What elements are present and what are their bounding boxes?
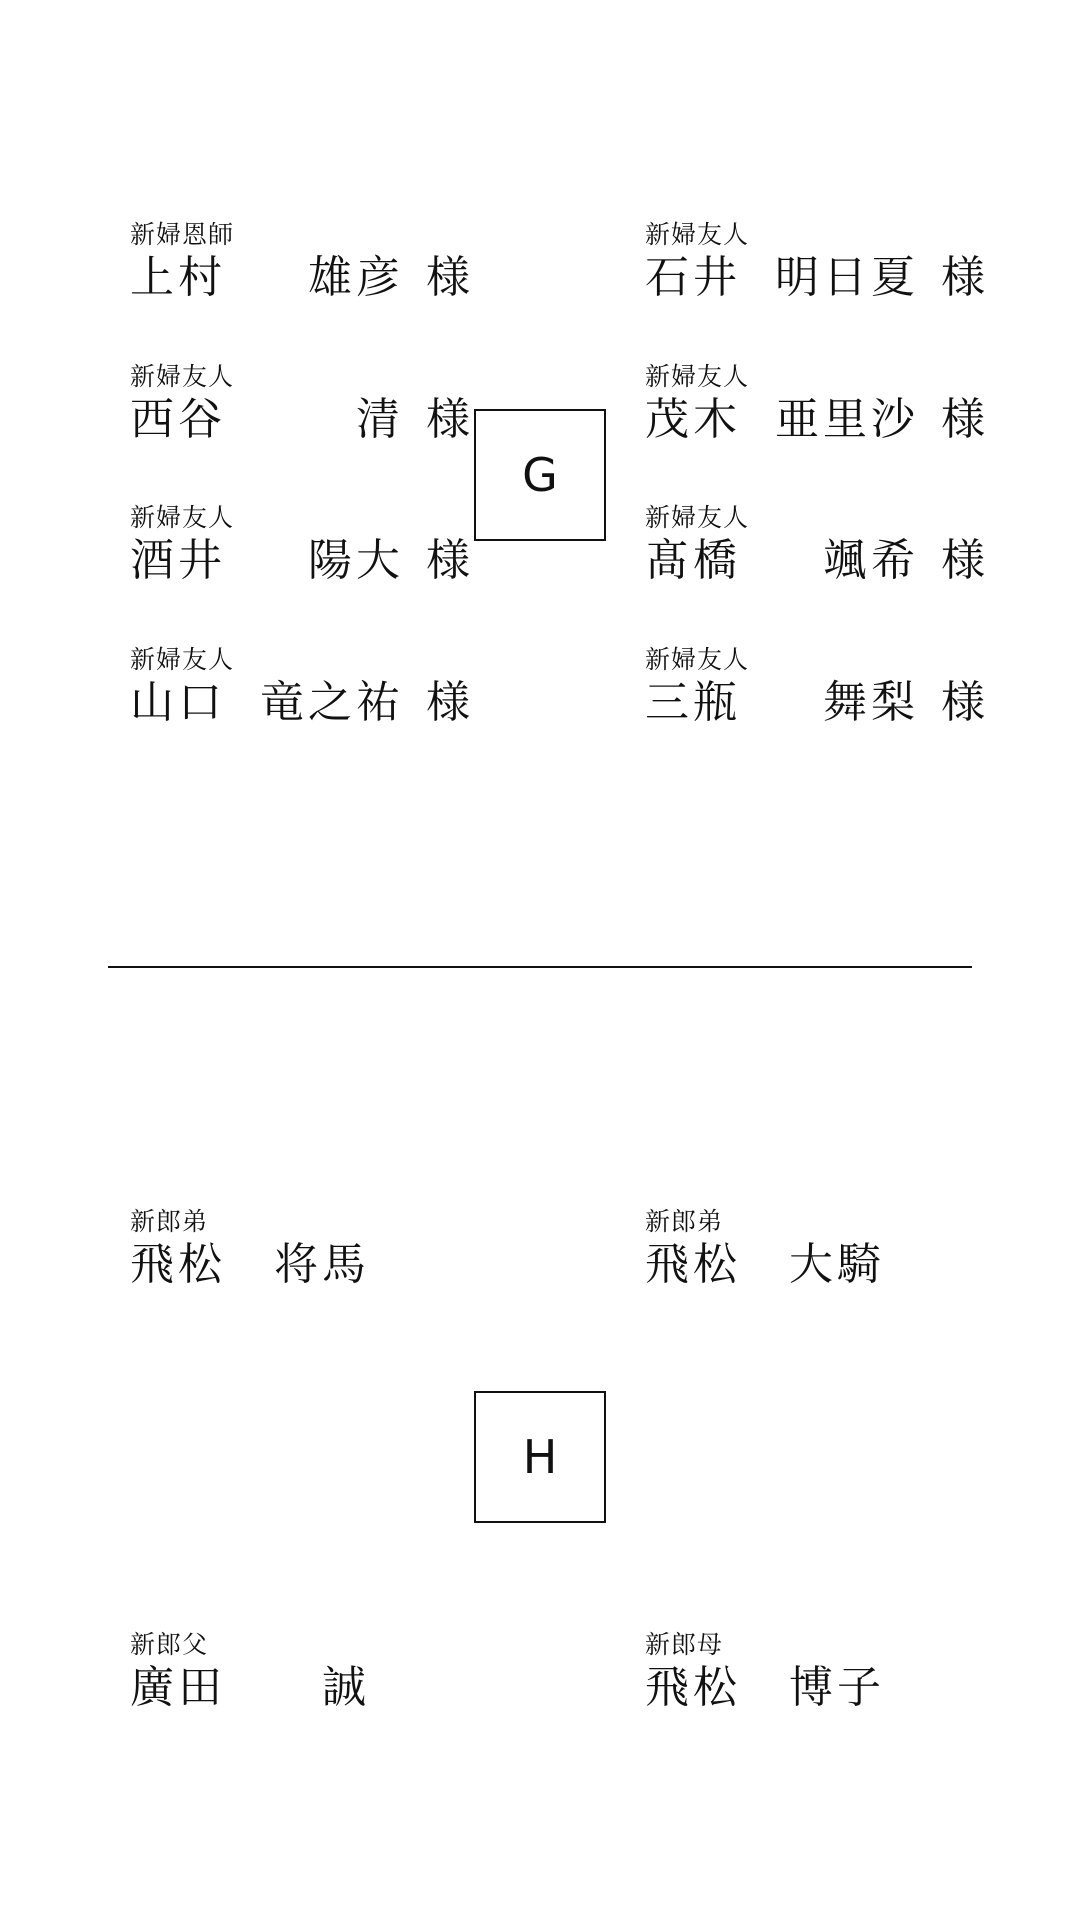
guest-relation: 新婦友人 [645,503,750,532]
guest-relation: 新婦友人 [645,645,750,674]
guest-given-name: 舞梨 [823,677,919,728]
guest-card [130,362,470,448]
guest-family-name: 髙橋 [645,535,741,586]
guest-relation: 新婦友人 [130,503,235,532]
guest-relation: 新婦友人 [130,362,235,391]
guest-honorific: 様 [426,677,470,728]
guest-card [130,220,470,306]
guest-family-name: 飛松 [130,1239,226,1290]
guest-given-name: 雄彦 [308,252,404,303]
guest-card [645,1630,885,1716]
guest-name [130,250,470,306]
guest-family-name: 飛松 [645,1239,741,1290]
guest-given-name: 陽大 [308,535,404,586]
guest-family-name: 酒井 [130,535,226,586]
guest-given-name: 明日夏 [775,252,919,303]
guest-name [645,1237,885,1293]
guest-family-name: 上村 [130,252,226,303]
guest-relation: 新婦恩師 [130,220,235,249]
guest-name [645,1660,885,1716]
guest-given-name: 博子 [789,1662,885,1713]
guest-name [130,392,470,448]
guest-name [130,1660,370,1716]
guest-honorific: 様 [941,535,985,586]
guest-relation: 新婦友人 [645,220,750,249]
guest-name [645,675,985,731]
table-h-marker: H [474,1391,606,1523]
guest-given-name: 清 [356,394,404,445]
guest-relation: 新郎母 [645,1630,724,1659]
guest-relation: 新郎父 [130,1630,209,1659]
guest-relation: 新郎弟 [645,1207,724,1236]
guest-name [645,250,985,306]
section-divider [108,966,972,968]
guest-given-name: 誠 [322,1662,370,1713]
guest-relation: 新婦友人 [645,362,750,391]
guest-card [645,362,985,448]
guest-card [645,1207,885,1293]
guest-name [130,533,470,589]
guest-family-name: 石井 [645,252,741,303]
guest-given-name: 将馬 [274,1239,370,1290]
guest-family-name: 廣田 [130,1662,226,1713]
guest-relation: 新婦友人 [130,645,235,674]
guest-honorific: 様 [941,252,985,303]
table-g-marker: G [474,409,606,541]
guest-honorific: 様 [426,252,470,303]
guest-family-name: 西谷 [130,394,226,445]
guest-card [130,1207,370,1293]
guest-honorific: 様 [426,535,470,586]
guest-given-name: 竜之祐 [260,677,404,728]
guest-family-name: 山口 [130,677,226,728]
guest-family-name: 飛松 [645,1662,741,1713]
guest-name [645,533,985,589]
guest-card [130,645,470,731]
guest-honorific: 様 [941,677,985,728]
guest-given-name: 颯希 [823,535,919,586]
guest-honorific: 様 [426,394,470,445]
guest-card [130,1630,370,1716]
guest-relation: 新郎弟 [130,1207,209,1236]
guest-card [645,645,985,731]
guest-given-name: 大騎 [789,1239,885,1290]
guest-honorific: 様 [941,394,985,445]
guest-card [645,503,985,589]
guest-given-name: 亜里沙 [775,394,919,445]
guest-name [130,675,470,731]
guest-card [645,220,985,306]
guest-name [130,1237,370,1293]
guest-family-name: 三瓶 [645,677,741,728]
guest-card [130,503,470,589]
guest-family-name: 茂木 [645,394,741,445]
guest-name [645,392,985,448]
